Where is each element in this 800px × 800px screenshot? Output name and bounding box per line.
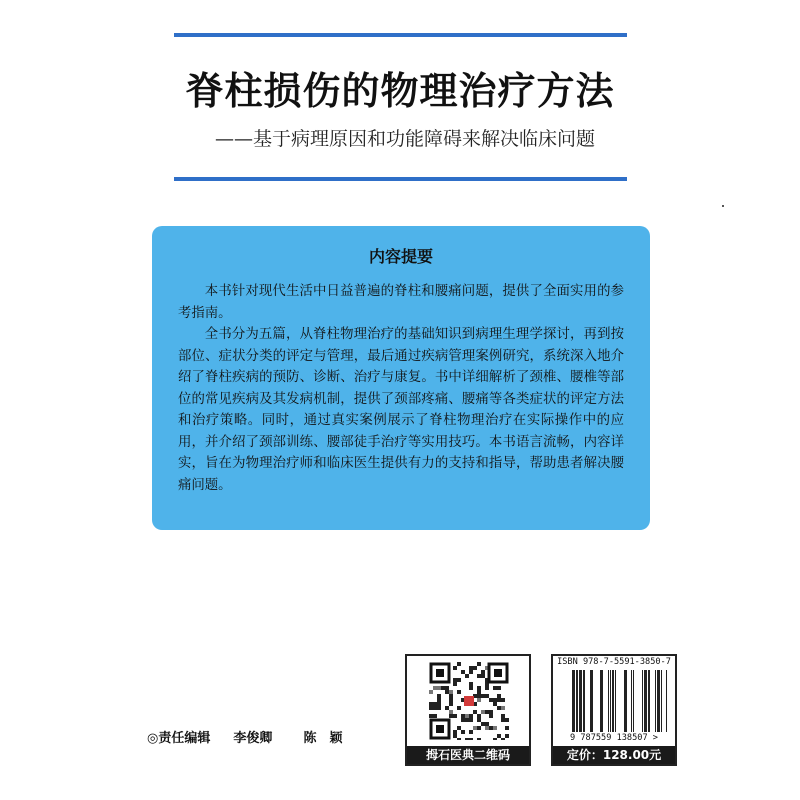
qr-code-icon [429,662,509,740]
summary-heading: 内容提要 [368,247,433,266]
qr-block [405,654,531,766]
summary-box [152,226,650,530]
editor-label: 责任编辑 [158,731,211,746]
qr-label: 拇石医典二维码 [407,746,529,764]
editor-symbol: ◎ [147,731,159,746]
speck [722,205,724,207]
summary-paragraph-2: 全书分为五篇，从脊柱物理治疗的基础知识到病理生理学探讨，再到按部位、症状分类的评定与管理，最后通过疾病管理案例研究，系统深入地介绍了脊柱疾病的预防、诊断、治疗与康复。书中详细解析了颈椎、腰椎等部位的常见疾病及其发病机制，提供了颈部疼痛、腰痛等各类症状的评定方法和治疗策略。同时，通过真实案例展示了脊柱物理治疗在实际操作中的应用，并介绍了颈部训练、腰部徒手治疗等实用技巧。本书语言流畅，内容详实，旨在为物理治疗师和临床医生提供有力的支持和指导，帮助患者解决腰痛问题。 [178,327,624,493]
book-subtitle: ——基于病理原因和功能障碍来解决临床问题 [214,128,595,150]
top-rule [174,33,627,37]
editor-name-2: 陈 颖 [303,731,343,746]
responsible-editors [147,727,343,746]
isbn-text: ISBN 978-7-5591-3850-7 [557,657,671,667]
isbn-block [551,654,677,766]
barcode-digits: 9 787559 138507 > [570,733,658,743]
editor-name-1: 李俊卿 [233,731,273,746]
bottom-rule [174,177,627,181]
price-label: 定价：128.00元 [553,746,675,764]
book-title: 脊柱损伤的物理治疗方法 [185,68,615,113]
summary-paragraph-1: 本书针对现代生活中日益普遍的脊柱和腰痛问题，提供了全面实用的参考指南。 [178,284,624,321]
barcode-icon [563,670,669,732]
